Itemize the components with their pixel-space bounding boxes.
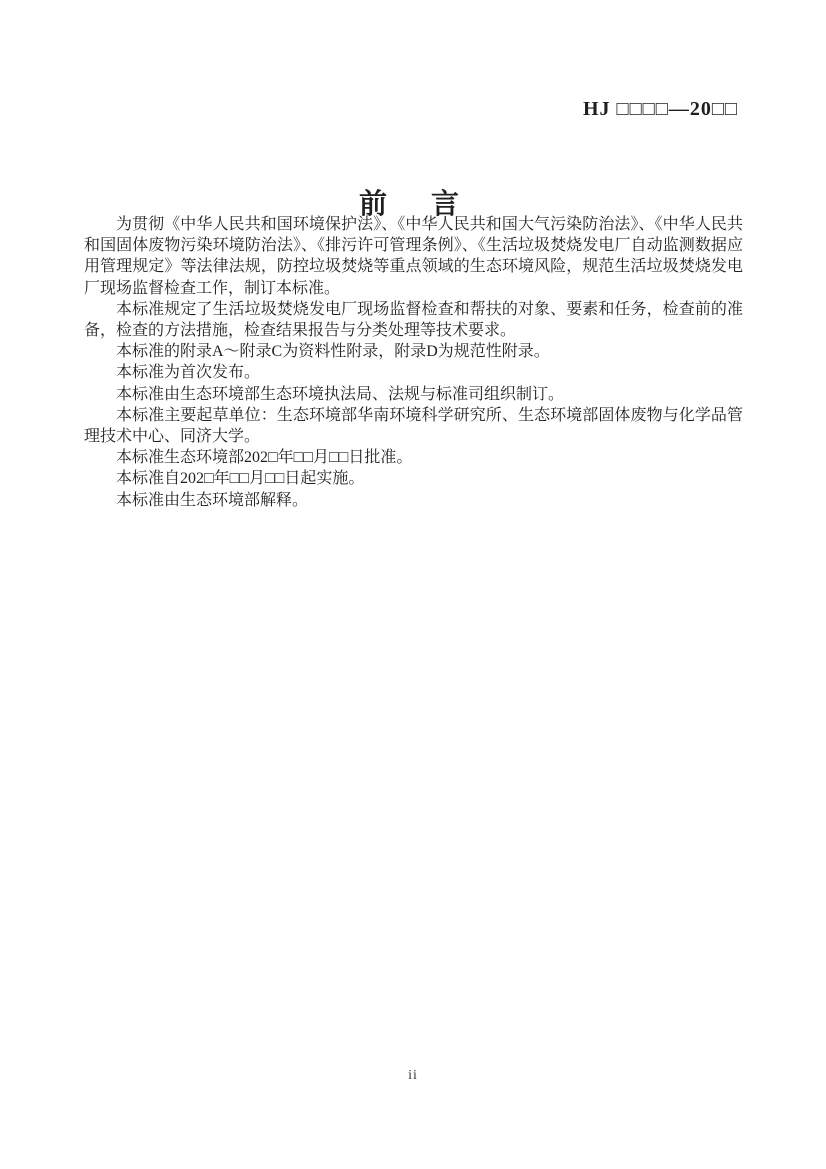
paragraph: 本标准的附录A～附录C为资料性附录，附录D为规范性附录。: [116, 343, 550, 361]
doc-number: HJ □□□□—20□□: [582, 98, 738, 120]
paragraph: 本标准由生态环境部解释。: [116, 491, 309, 509]
paragraph: 本标准自202□年□□月□□日起实施。: [116, 470, 365, 488]
paragraph: 本标准主要起草单位：生态环境部华南环境科学研究所、生态环境部固体废物与化学品管理技术中心、同济大学。: [84, 406, 743, 446]
paragraph: 本标准由生态环境部生态环境执法局、法规与标准司组织制订。: [116, 385, 565, 403]
page-title: 前 言: [358, 187, 467, 219]
page-number: ii: [408, 1068, 418, 1083]
foreword-body: [84, 214, 743, 511]
paragraph: 本标准规定了生活垃圾焚烧发电厂现场监督检查和帮扶的对象、要素和任务，检查前的准备，检查的方法措施，检查结果报告与分类处理等技术要求。: [84, 300, 743, 340]
paragraph: 本标准为首次发布。: [116, 364, 261, 382]
paragraph: 为贯彻《中华人民共和国环境保护法》、《中华人民共和国大气污染防治法》、《中华人民共和国固体废物污染环境防治法》、《排污许可管理条例》、《生活垃圾焚烧发电厂自动监测数据应用管理规定》等法律法规，防控垃圾焚烧等重点领域的生态环境风险，规范生活垃圾焚烧发电厂现场监督检查工作，制订本标准。: [84, 216, 743, 297]
paragraph: 本标准生态环境部202□年□□月□□日批准。: [116, 449, 413, 467]
